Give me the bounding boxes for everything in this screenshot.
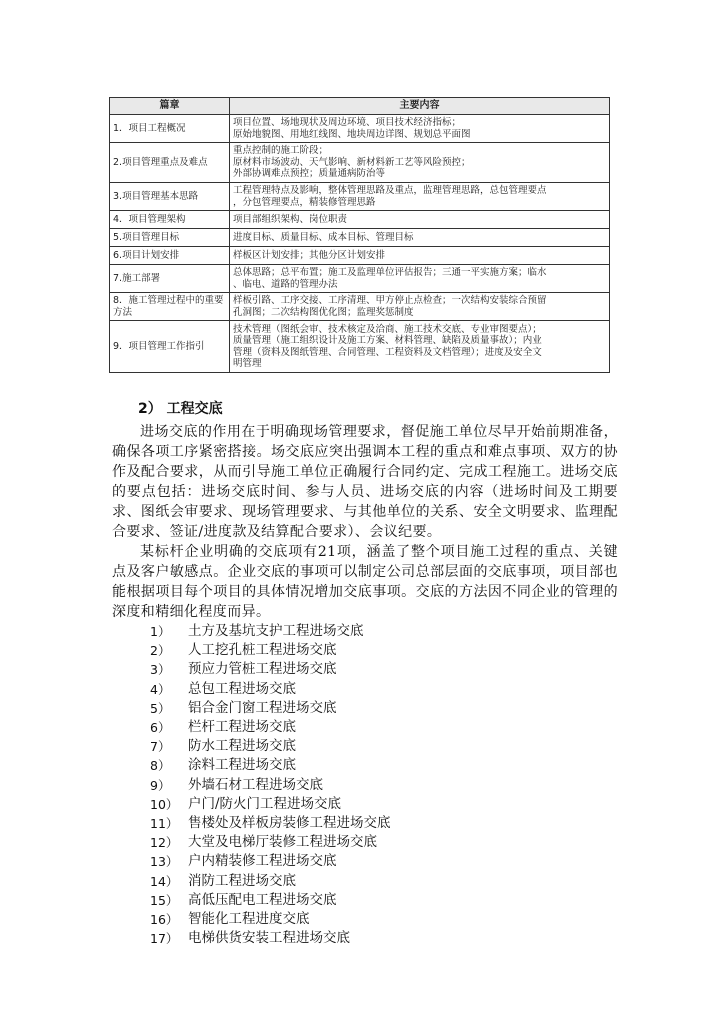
list-item — [112, 622, 618, 641]
list-item — [112, 641, 618, 660]
item-text: 大堂及电梯厅装修工程进场交底 — [188, 834, 377, 851]
row-content: 总体思路；总平布置；施工及监理单位评估报告；三通一平实施方案；临水 、临电、道路的管理办法 — [230, 265, 610, 293]
item-number: 2） — [150, 643, 171, 659]
section-body — [112, 400, 618, 948]
row-chapter: 1．项目工程概况 — [110, 115, 230, 143]
item-text: 智能化工程进度交底 — [188, 911, 310, 928]
paragraph-1: 进场交底的作用在于明确现场管理要求，督促施工单位尽早开始前期准备，确保各项工序紧密搭接。场交底应突出强调本工程的重点和难点事项、双方的协作及配合要求，从而引导施工单位正确履行合同约定、完成工程施工。进场交底的要点包括：进场交底时间、参与人员、进场交底的内容（进场时间及工期要求、图纸会审要求、现场管理要求、与其他单位的关系、安全文明要求、监理配合要求、签证/进度款及结算配合要求）、会议纪要。 — [112, 424, 618, 540]
item-number: 4） — [150, 681, 171, 697]
list-item — [112, 891, 618, 910]
item-text: 人工挖孔桩工程进场交底 — [188, 642, 337, 659]
row-content: 项目位置、场地现状及周边环境、项目技术经济指标； 原始地貌图、用地红线图、地块周边详图、规划总平面图 — [230, 115, 610, 143]
item-number: 16） — [150, 912, 179, 928]
item-number: 7） — [150, 739, 171, 755]
item-text: 户门/防火门工程进场交底 — [188, 795, 342, 812]
item-text: 防水工程进场交底 — [188, 738, 296, 755]
table-row — [110, 115, 610, 143]
item-text: 土方及基坑支护工程进场交底 — [188, 623, 364, 639]
list-item — [112, 910, 618, 929]
item-text: 电梯供货安装工程进场交底 — [188, 930, 350, 947]
item-text: 售楼处及样板房装修工程进场交底 — [188, 815, 391, 832]
item-number: 14） — [150, 873, 179, 889]
table-header-row — [110, 98, 610, 115]
table-row — [110, 293, 610, 321]
list-item — [112, 833, 618, 852]
row-chapter: 9．项目管理工作指引 — [110, 321, 230, 373]
row-content: 样板引路、工序交接、工序清理、甲方停止点检查；一次结构安装综合预留 孔洞图；二次结构图优化图；监理奖惩制度 — [230, 293, 610, 321]
item-text: 铝合金门窗工程进场交底 — [188, 699, 337, 716]
section-title: 2） 工程交底 — [138, 401, 223, 417]
list-item — [112, 660, 618, 679]
row-content: 进度目标、质量目标、成本目标、管理目标 — [230, 229, 610, 247]
row-content: 技术管理（图纸会审、技术核定及洽商、施工技术交底、专业审图要点）； 质量管理（施工组织设计及施工方案、材料管理、缺陷及质量事故）；内业 管理（资料及图纸管理、合同管理、工程资料及文档管理）；进度及安全文 明管理 — [230, 321, 610, 373]
item-text: 高低压配电工程进场交底 — [188, 891, 337, 908]
item-text: 栏杆工程进场交底 — [188, 719, 296, 736]
row-chapter: 5.项目管理目标 — [110, 229, 230, 247]
list-item — [112, 699, 618, 718]
table-row — [110, 247, 610, 265]
header-chapter: 篇章 — [110, 98, 230, 115]
item-text: 总包工程进场交底 — [188, 680, 296, 697]
item-text: 消防工程进场交底 — [188, 872, 296, 889]
item-text: 外墙石材工程进场交底 — [188, 776, 323, 793]
table-row — [110, 183, 610, 211]
item-number: 3） — [150, 662, 171, 678]
list-item — [112, 929, 618, 948]
row-chapter: 2.项目管理重点及难点 — [110, 143, 230, 183]
row-content: 样板区计划安排；其他分区计划安排 — [230, 247, 610, 265]
table-row — [110, 265, 610, 293]
list-item — [112, 872, 618, 891]
item-number: 8） — [150, 758, 171, 774]
list-item — [112, 795, 618, 814]
list-item — [112, 680, 618, 699]
item-number: 1） — [150, 624, 171, 639]
item-number: 15） — [150, 892, 179, 908]
item-text: 预应力管桩工程进场交底 — [188, 661, 337, 678]
list-item — [112, 756, 618, 775]
item-number: 9） — [150, 777, 171, 793]
item-text: 户内精装修工程进场交底 — [188, 853, 337, 870]
table-row — [110, 143, 610, 183]
row-chapter: 7.施工部署 — [110, 265, 230, 293]
row-chapter: 4．项目管理架构 — [110, 211, 230, 229]
header-content: 主要内容 — [230, 98, 610, 115]
row-chapter: 3.项目管理基本思路 — [110, 183, 230, 211]
item-number: 12） — [150, 835, 179, 851]
row-content: 工程管理特点及影响，整体管理思路及重点，监理管理思路，总包管理要点 ，分包管理要点，精装修管理思路 — [230, 183, 610, 211]
chapter-content-table — [109, 97, 610, 373]
item-number: 6） — [150, 720, 171, 736]
table-row — [110, 321, 610, 373]
item-number: 11） — [150, 816, 179, 832]
item-number: 5） — [150, 700, 171, 716]
row-chapter: 6.项目计划安排 — [110, 247, 230, 265]
list-item — [112, 852, 618, 871]
list-item — [112, 737, 618, 756]
item-number: 10） — [150, 796, 179, 812]
list-item — [112, 776, 618, 795]
handover-item-list — [112, 622, 618, 948]
content-table-wrapper — [109, 97, 609, 373]
item-number: 13） — [150, 854, 179, 870]
paragraph-2: 某标杆企业明确的交底项有21项，涵盖了整个项目施工过程的重点、关键点及客户敏感点。企业交底的事项可以制定公司总部层面的交底事项，项目部也能根据项目每个项目的具体情况增加交底事项。交底的方法因不同企业的管理的深度和精细化程度而异。 — [112, 544, 618, 620]
item-text: 涂料工程进场交底 — [188, 757, 296, 774]
table-row — [110, 211, 610, 229]
row-chapter: 8．施工管理过程中的重要方法 — [110, 293, 230, 321]
row-content: 项目部组织架构、岗位职责 — [230, 211, 610, 229]
item-number: 17） — [150, 931, 179, 947]
row-content: 重点控制的施工阶段； 原材料市场波动、天气影响、新材料新工艺等风险预控； 外部协调难点预控；质量通病防治等 — [230, 143, 610, 183]
list-item — [112, 718, 618, 737]
list-item — [112, 814, 618, 833]
table-row — [110, 229, 610, 247]
